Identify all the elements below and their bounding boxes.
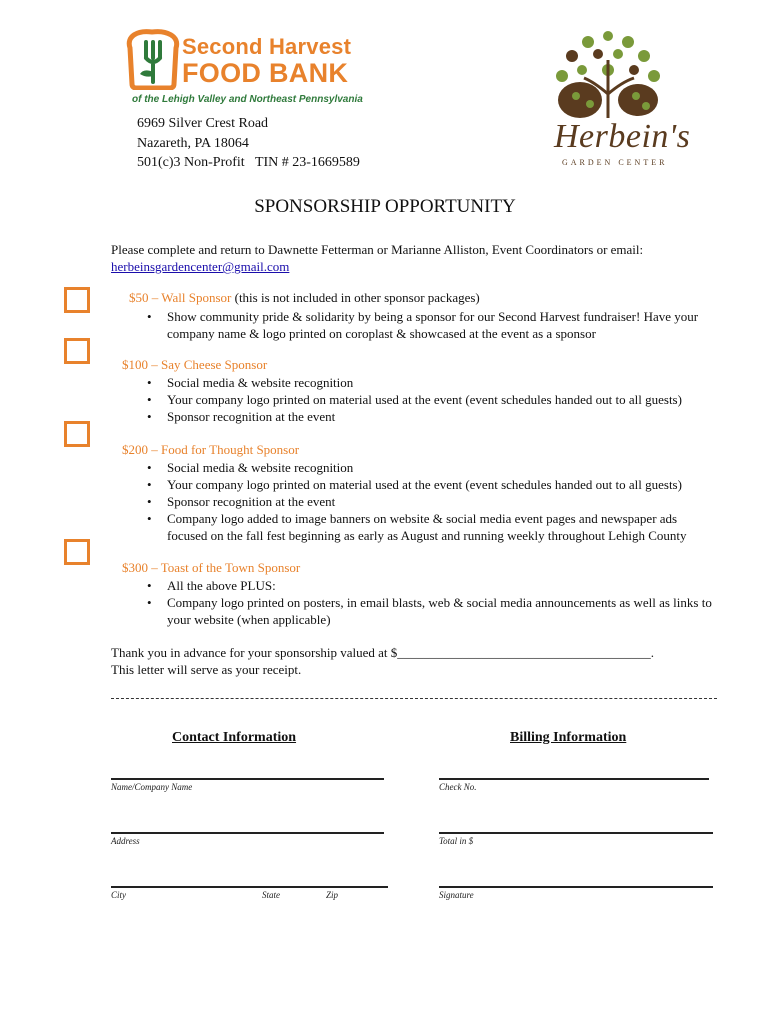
address-line-2: Nazareth, PA 18064 [137,136,249,151]
sponsorship-note: (this is not included in other sponsor packages) [231,290,480,305]
email-link[interactable]: herbeinsgardencenter@gmail.com [111,259,290,274]
checkbox-say-cheese-sponsor[interactable] [64,338,90,364]
fork-bread-icon [124,28,182,90]
bullet-item: • Social media & website recognition [145,459,720,476]
page-title: SPONSORSHIP OPPORTUNITY [254,196,516,217]
address-line-3: 501(c)3 Non-Profit TIN # 23-1669589 [137,155,360,170]
signature-field[interactable] [439,886,713,888]
logo-line-2: FOOD BANK [182,58,349,88]
sponsorship-heading: $50 – Wall Sponsor [129,290,232,305]
bullet-item: • Your company logo printed on material used at the event (event schedules handed out to all guests) [145,476,720,493]
bullet-item: • Your company logo printed on material used at the event (event schedules handed out to all guests) [145,391,720,408]
separator-line [111,698,717,701]
city-state-zip-field[interactable] [111,886,388,888]
sponsorship-wall-bullets [145,308,720,342]
name-company-label: Name/Company Name [111,782,193,792]
total-label: Total in $ [439,836,474,846]
sponsorship-say-cheese-bullets [145,374,720,425]
bullet-item: • Company logo added to image banners on website & social media event pages and newspaper ads focused on the fall fest beginning as early as August and running weekly throughout Lehigh County [145,510,720,544]
sponsorship-toast-of-the-town-bullets [145,577,720,628]
sponsorship-heading: $100 – Say Cheese Sponsor [122,357,268,372]
sponsorship-food-for-thought [122,442,299,458]
address-label: Address [111,836,140,846]
bullet-item: • Social media & website recognition [145,374,720,391]
address-field[interactable] [111,832,384,834]
logo-tagline: of the Lehigh Valley and Northeast Pennsylvania [132,94,363,105]
bullet-item: • Company logo printed on posters, in email blasts, web & social media announcements as well as links to your website (when applicable) [145,594,720,628]
total-field[interactable] [439,832,713,834]
bullet-item: • Show community pride & solidarity by being a sponsor for our Second Harvest fundraiser! Have your company name & logo printed on coroplast & showcased at the event as a sponsor [145,308,720,342]
herbeins-logo [550,30,691,170]
state-label: State [262,890,280,900]
name-company-field[interactable] [111,778,384,780]
second-harvest-logo [124,28,364,110]
contact-heading: Contact Information [172,730,297,745]
city-label: City [111,890,126,900]
bullet-item: • Sponsor recognition at the event [145,493,720,510]
sponsorship-say-cheese [122,357,267,373]
thanks-line-1: Thank you in advance for your sponsorship valued at $_______________________________________. [111,645,655,660]
sponsorship-food-for-thought-bullets [145,459,720,544]
herbeins-name: Herbein's [554,118,691,155]
signature-label: Signature [439,890,474,900]
billing-heading: Billing Information [510,730,627,745]
checkbox-toast-of-the-town-sponsor[interactable] [64,539,90,565]
sponsorship-heading: $300 – Toast of the Town Sponsor [122,560,301,575]
herbeins-subtitle: GARDEN CENTER [562,158,668,167]
checkbox-food-for-thought-sponsor[interactable] [64,421,90,447]
sponsorship-heading: $200 – Food for Thought Sponsor [122,442,300,457]
sponsorship-toast-of-the-town [122,560,300,576]
sponsorship-wall [129,290,729,306]
zip-label: Zip [326,890,339,900]
check-no-label: Check No. [439,782,477,792]
check-no-field[interactable] [439,778,709,780]
intro-text: Please complete and return to Dawnette Fetterman or Marianne Alliston, Event Coordinators or email: [111,242,644,257]
tree-icon [550,30,670,120]
bullet-item: • Sponsor recognition at the event [145,408,720,425]
logo-line-1: Second Harvest [182,34,352,59]
address-line-1: 6969 Silver Crest Road [137,116,269,131]
checkbox-wall-sponsor[interactable] [64,287,90,313]
bullet-item: • All the above PLUS: [145,577,720,594]
thanks-line-2: This letter will serve as your receipt. [111,662,302,677]
